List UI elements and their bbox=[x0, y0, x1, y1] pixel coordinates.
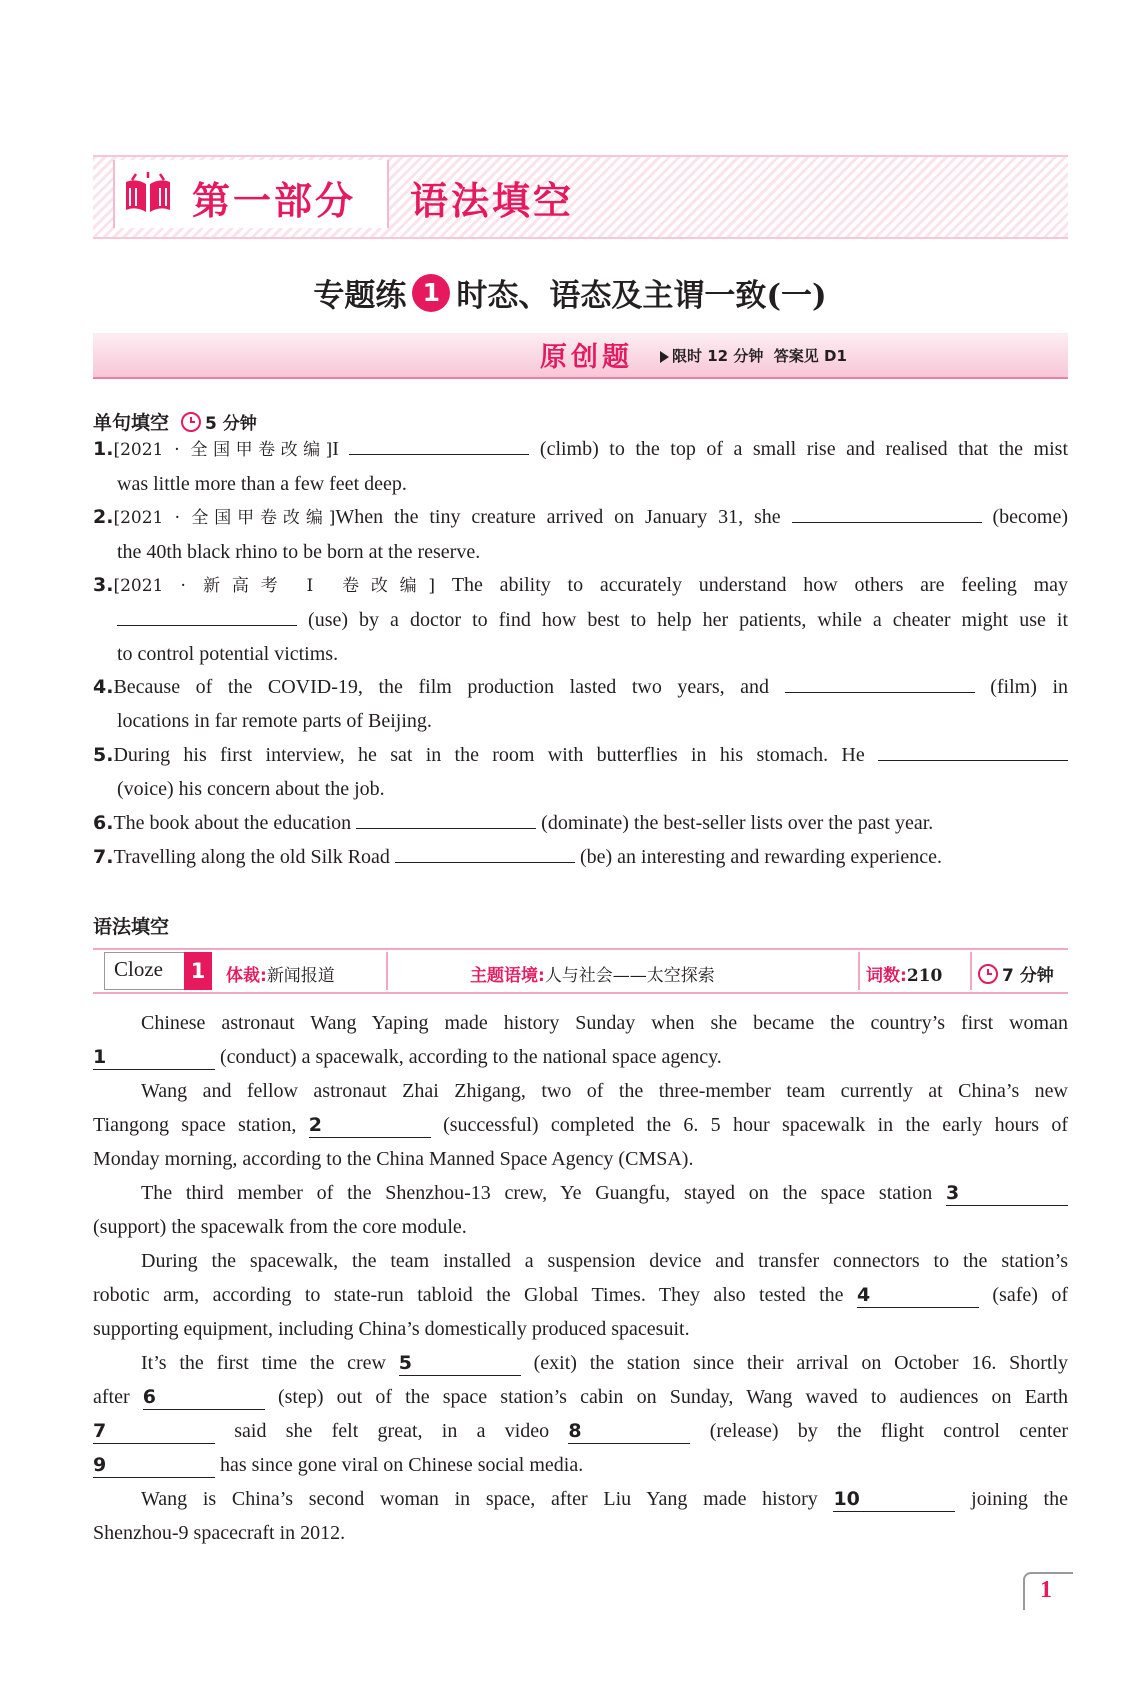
question-3 bbox=[93, 568, 1068, 671]
question-1 bbox=[93, 432, 1068, 501]
genre-label: 体裁: bbox=[226, 966, 267, 986]
passage-text: The third member of the Shenzhou-13 crew, Ye Guangfu, stayed on the space station bbox=[141, 1182, 933, 1204]
cloze-time bbox=[978, 961, 1054, 986]
question-text: (climb) to the top of a small rise and realised that the mist bbox=[539, 438, 1069, 460]
passage-paragraph-6 bbox=[93, 1482, 1068, 1550]
passage-text: Shenzhou-9 spacecraft in 2012. bbox=[93, 1522, 346, 1544]
passage-text: During the spacewalk, the team installed a suspension device and transfer connectors to the station’s bbox=[141, 1250, 1068, 1272]
section-title: 语法填空 bbox=[410, 179, 575, 223]
passage-text: has since gone viral on Chinese social media. bbox=[220, 1454, 584, 1476]
question-text: locations in far remote parts of Beijing. bbox=[117, 710, 432, 732]
clock-icon bbox=[181, 412, 201, 432]
answer-blank[interactable] bbox=[785, 670, 975, 693]
cloze-word-count bbox=[866, 961, 942, 986]
passage-text: robotic arm, according to state-run tabloid the Global Times. They also tested the bbox=[93, 1284, 844, 1306]
question-text: (dominate) the best-seller lists over the past year. bbox=[541, 812, 934, 834]
passage-text: after bbox=[93, 1386, 130, 1408]
question-text: When the tiny creature arrived on January 31, she bbox=[335, 506, 781, 528]
cloze-time-text: 7 分钟 bbox=[1002, 966, 1054, 986]
passage-text: (successful) completed the 6. 5 hour spacewalk in the early hours of bbox=[443, 1114, 1069, 1136]
passage-text: Tiangong space station, bbox=[93, 1114, 297, 1136]
question-text: to control potential victims. bbox=[117, 643, 339, 665]
question-number: 3. bbox=[93, 574, 114, 596]
question-text: The ability to accurately understand how others are feeling may bbox=[451, 574, 1069, 596]
answer-ref: 答案见 D1 bbox=[773, 347, 847, 365]
cloze-genre bbox=[226, 961, 335, 986]
question-number: 1. bbox=[93, 438, 114, 460]
question-5 bbox=[93, 738, 1068, 806]
passage-text: (release) by the flight control center bbox=[709, 1420, 1069, 1442]
question-text: Because of the COVID-19, the film production lasted two years, and bbox=[113, 676, 770, 698]
question-source: [2021 · 全国甲卷改编] bbox=[113, 440, 333, 460]
question-text: was little more than a few feet deep. bbox=[117, 473, 407, 495]
count-value: 210 bbox=[906, 966, 943, 986]
question-number: 7. bbox=[93, 846, 114, 868]
cloze-heading: 语法填空 bbox=[93, 916, 170, 938]
answer-blank[interactable] bbox=[878, 738, 1068, 761]
clock-icon bbox=[978, 964, 998, 984]
count-label: 词数: bbox=[866, 966, 907, 986]
question-number: 4. bbox=[93, 676, 114, 698]
passage-text: Monday morning, according to the China Manned Space Agency (CMSA). bbox=[93, 1148, 694, 1170]
cloze-word: Cloze bbox=[114, 957, 163, 981]
question-text: During his first interview, he sat in the room with butterflies in his stomach. He bbox=[113, 744, 865, 766]
cloze-blank[interactable]: 1 bbox=[93, 1045, 215, 1070]
cloze-blank[interactable]: 3 bbox=[946, 1181, 1068, 1206]
divider bbox=[386, 952, 388, 990]
cloze-blank[interactable]: 5 bbox=[399, 1351, 521, 1376]
theme-value: 人与社会——太空探索 bbox=[544, 966, 715, 986]
question-number: 2. bbox=[93, 506, 114, 528]
divider bbox=[858, 952, 860, 990]
divider bbox=[970, 952, 972, 990]
passage-text: Chinese astronaut Wang Yaping made history Sunday when she became the country’s first woman bbox=[141, 1012, 1068, 1034]
page-number: 1 bbox=[1040, 1577, 1052, 1603]
passage-text: supporting equipment, including China’s domestically produced spacesuit. bbox=[93, 1318, 690, 1340]
question-text: the 40th black rhino to be born at the reserve. bbox=[117, 541, 481, 563]
cloze-blank[interactable]: 10 bbox=[833, 1487, 955, 1512]
part-title: 第一部分 bbox=[192, 179, 357, 223]
question-7 bbox=[93, 840, 1068, 874]
question-text: (become) bbox=[992, 506, 1069, 528]
time-limit bbox=[660, 345, 847, 366]
question-4 bbox=[93, 670, 1068, 738]
question-6 bbox=[93, 806, 1068, 840]
passage-text: joining the bbox=[971, 1488, 1068, 1510]
passage-text: Wang is China’s second woman in space, after Liu Yang made history bbox=[141, 1488, 818, 1510]
genre-value: 新闻报道 bbox=[266, 966, 335, 986]
passage-text: (conduct) a spacewalk, according to the national space agency. bbox=[220, 1046, 722, 1068]
passage-text: (support) the spacewalk from the core module. bbox=[93, 1216, 467, 1238]
passage-paragraph-3 bbox=[93, 1176, 1068, 1244]
time-limit-text: 限时 12 分钟 bbox=[672, 347, 764, 365]
passage-text: said she felt great, in a video bbox=[234, 1420, 550, 1442]
question-text: (use) by a doctor to find how best to help her patients, while a cheater might use it bbox=[308, 609, 1068, 631]
question-text: The book about the education bbox=[113, 812, 352, 834]
theme-label: 主题语境: bbox=[470, 966, 545, 986]
passage-text: (step) out of the space station’s cabin on Sunday, Wang waved to audiences on Earth bbox=[277, 1386, 1069, 1408]
question-number: 5. bbox=[93, 744, 114, 766]
question-text: (film) in bbox=[990, 676, 1069, 698]
question-number: 6. bbox=[93, 812, 114, 834]
question-2 bbox=[93, 500, 1068, 569]
passage-text: It’s the first time the crew bbox=[141, 1352, 386, 1374]
cloze-blank[interactable]: 7 bbox=[93, 1419, 215, 1444]
title-prefix: 专题练 bbox=[313, 278, 407, 314]
page-title bbox=[0, 270, 1140, 315]
answer-blank[interactable] bbox=[356, 806, 536, 829]
answer-blank[interactable] bbox=[349, 432, 529, 455]
passage-paragraph-5 bbox=[93, 1346, 1068, 1482]
passage-paragraph-4 bbox=[93, 1244, 1068, 1346]
original-label: 原创题 bbox=[540, 342, 633, 373]
cloze-blank[interactable]: 6 bbox=[143, 1385, 265, 1410]
single-section-header bbox=[93, 408, 257, 435]
answer-blank[interactable] bbox=[395, 840, 575, 863]
passage-text: Wang and fellow astronaut Zhai Zhigang, two of the three-member team currently at China’s new bbox=[141, 1080, 1068, 1102]
cloze-blank[interactable]: 2 bbox=[309, 1113, 431, 1138]
answer-blank[interactable] bbox=[117, 603, 297, 626]
triangle-icon bbox=[660, 351, 669, 363]
question-text: (be) an interesting and rewarding experience. bbox=[579, 846, 942, 868]
single-time: 5 分钟 bbox=[205, 414, 257, 434]
question-source: [2021 · 全国甲卷改编] bbox=[113, 508, 336, 528]
single-heading: 单句填空 bbox=[93, 412, 170, 434]
cloze-number: 1 bbox=[184, 952, 212, 990]
title-topic: 时态、语态及主谓一致(一) bbox=[456, 278, 827, 314]
cloze-blank[interactable]: 8 bbox=[568, 1419, 690, 1444]
book-icon bbox=[122, 172, 174, 216]
cloze-theme bbox=[470, 961, 715, 986]
question-text: (voice) his concern about the job. bbox=[117, 778, 385, 800]
passage-paragraph-2 bbox=[93, 1074, 1068, 1176]
cloze-blank[interactable]: 9 bbox=[93, 1453, 215, 1478]
passage-text: (exit) the station since their arrival on October 16. Shortly bbox=[533, 1352, 1069, 1374]
cloze-blank[interactable]: 4 bbox=[857, 1283, 979, 1308]
passage-text: (safe) of bbox=[992, 1284, 1068, 1306]
passage-paragraph-1 bbox=[93, 1006, 1068, 1074]
title-number-badge: 1 bbox=[412, 274, 450, 312]
answer-blank[interactable] bbox=[792, 500, 982, 523]
question-text: Travelling along the old Silk Road bbox=[113, 846, 390, 868]
question-source: [2021 · 新高考 Ⅰ 卷改编] bbox=[113, 576, 436, 596]
question-text: I bbox=[332, 438, 339, 460]
